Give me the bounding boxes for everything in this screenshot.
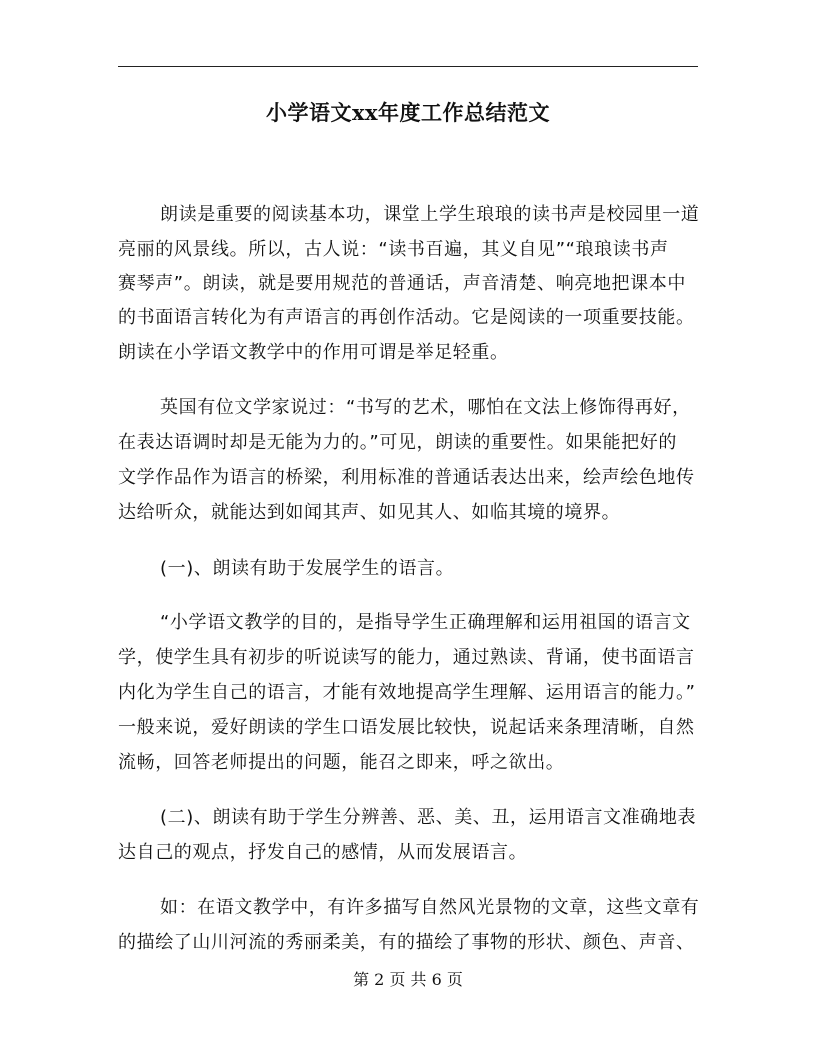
section-heading: (一)、朗读有助于发展学生的语言。 (160, 558, 455, 579)
paragraph-line: 一般来说，爱好朗读的学生口语发展比较快，说起话来条理清晰，自然 (118, 717, 695, 738)
document-title: 小学语文xx年度工作总结范文 (265, 100, 551, 125)
paragraph-line: 达自己的观点，抒发自己的感情，从而发展语言。 (118, 842, 528, 863)
paragraph-line: 如：在语文教学中，有许多描写自然风光景物的文章，这些文章有 (160, 897, 700, 918)
page-number-footer: 第 2 页 共 6 页 (353, 970, 463, 989)
paragraph-line: “小学语文教学的目的，是指导学生正确理解和运用祖国的语言文 (160, 612, 691, 633)
paragraph-line: 的描绘了山川河流的秀丽柔美，有的描绘了事物的形状、颜色、声音、 (118, 932, 695, 953)
paragraph-line: 流畅，回答老师提出的问题，能召之即来，呼之欲出。 (118, 752, 565, 773)
paragraph-line: 朗读是重要的阅读基本功，课堂上学生琅琅的读书声是校园里一道 (160, 204, 700, 225)
paragraph-line: 在表达语调时却是无能为力的。”可见，朗读的重要性。如果能把好的 (118, 432, 677, 453)
section-heading: (二)、朗读有助于学生分辨善、恶、美、丑，运用语言文准确地表 (160, 807, 697, 828)
paragraph-line: 内化为学生自己的语言，才能有效地提高学生理解、运用语言的能力。” (118, 682, 696, 703)
paragraph-line: 赛琴声”。朗读，就是要用规范的普通话，声音清楚、响亮地把课本中 (118, 273, 686, 294)
paragraph-line: 英国有位文学家说过：“书写的艺术，哪怕在文法上修饰得再好， (160, 397, 691, 418)
paragraph-line: 达给听众，就能达到如闻其声、如见其人、如临其境的境界。 (118, 502, 621, 523)
paragraph-line: 的书面语言转化为有声语言的再创作活动。它是阅读的一项重要技能。 (118, 307, 695, 328)
paragraph-line: 文学作品作为语言的桥梁，利用标准的普通话表达出来，绘声绘色地传 (118, 467, 695, 488)
paragraph-line: 亮丽的风景线。所以，古人说：“读书百遍，其义自见”“琅琅读书声 (118, 239, 669, 260)
paragraph-line: 朗读在小学语文教学中的作用可谓是举足轻重。 (118, 342, 509, 363)
paragraph-line: 学，使学生具有初步的听说读写的能力，通过熟读、背诵，使书面语言 (118, 647, 695, 668)
header-rule (118, 66, 698, 67)
